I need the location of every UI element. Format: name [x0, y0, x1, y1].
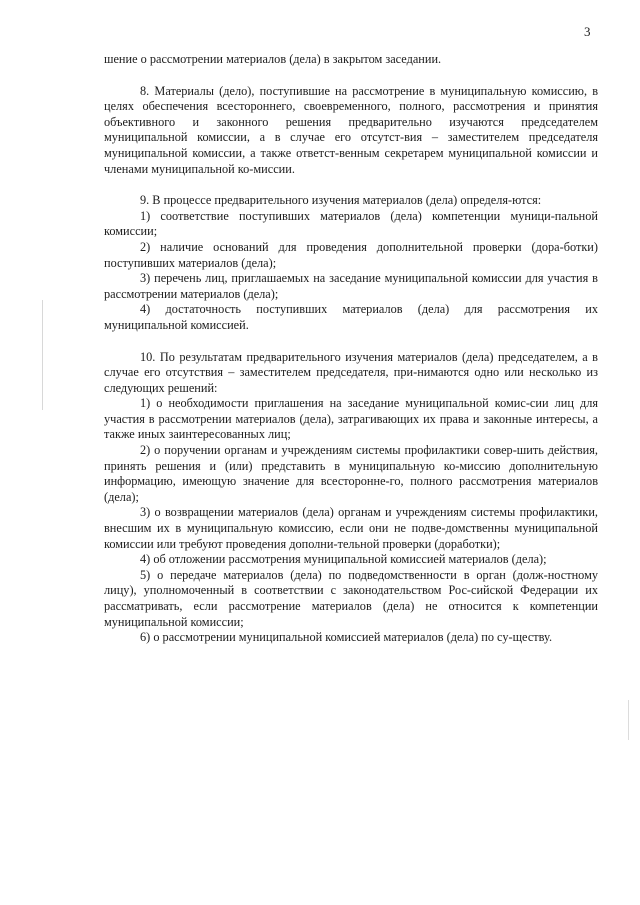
- paragraph-9-item-1: 1) соответствие поступивших материалов (дела) компетенции муници-пальной комиссии;: [104, 208, 598, 239]
- paragraph-10-item-3: 3) о возвращении материалов (дела) органам и учреждениям системы профилактики, внесшим их в муниципальную комиссию, если они не подве-домственны муниципальной комиссии или требуют проведения дополни-тельной проверки (доработки);: [104, 505, 598, 551]
- paragraph-9: 9. В процессе предварительного изучения материалов (дела) определя-ются:: [140, 193, 542, 208]
- document-body: [104, 52, 598, 646]
- paragraph-10: 10. По результатам предварительного изучения материалов (дела) председателем, а в случае его отсутствия – заместителем председателя, при-нимаются одно или несколько из следующих решений:: [104, 349, 598, 395]
- page-number: 3: [584, 24, 591, 39]
- scan-edge-mark-right: [628, 700, 629, 740]
- paragraph-10-item-2: 2) о поручении органам и учреждениям системы профилактики совер-шить действия, принять решения и (или) представить в муниципальную ко-миссию дополнительную информацию, имеющую значение для всесторонне-го, полного рассмотрения материалов (дела);: [104, 443, 598, 504]
- paragraph-10-item-4: 4) об отложении рассмотрения муниципальной комиссией материалов (дела);: [140, 552, 547, 567]
- paragraph-10-item-6: 6) о рассмотрении муниципальной комиссией материалов (дела) по су-ществу.: [140, 630, 553, 645]
- paragraph-9-item-2: 2) наличие оснований для проведения дополнительной проверки (дора-ботки) поступивших материалов (дела);: [104, 239, 598, 270]
- paragraph-continuation: шение о рассмотрении материалов (дела) в закрытом заседании.: [104, 52, 442, 66]
- paragraph-8: 8. Материалы (дело), поступившие на рассмотрение в муниципальную комиссию, в целях обеспечения всестороннего, своевременного, полного, рассмотрения и принятия объективного и законного решения предварительно изучаются председателем муниципальной комиссии, а в случае его отсутст-вия – заместителем председателя муниципальной комиссии, а также ответст-венным секретарем муниципальной комиссии и членами муниципальной ко-миссии.: [104, 83, 598, 176]
- paragraph-10-item-5: 5) о передаче материалов (дела) по подведомственности в орган (долж-ностному лицу), уполномоченный в соответствии с законодательством Рос-сийской Федерации их рассматривать, если рассмотрение материалов (дела) не относится к компетенции муниципальной комиссии;: [104, 567, 598, 629]
- paragraph-10-item-1: 1) о необходимости приглашения на заседание муниципальной комис-сии лиц для участия в рассмотрении материалов (дела), затрагивающих их права и законные интересы, а также иных заинтересованных лиц;: [104, 396, 598, 442]
- paragraph-9-item-3: 3) перечень лиц, приглашаемых на заседание муниципальной комиссии для участия в рассмотрении материалов (дела);: [104, 271, 598, 301]
- paragraph-9-item-4: 4) достаточность поступивших материалов (дела) для рассмотрения их муниципальной комиссией.: [104, 302, 598, 332]
- scan-edge-mark: [42, 300, 43, 410]
